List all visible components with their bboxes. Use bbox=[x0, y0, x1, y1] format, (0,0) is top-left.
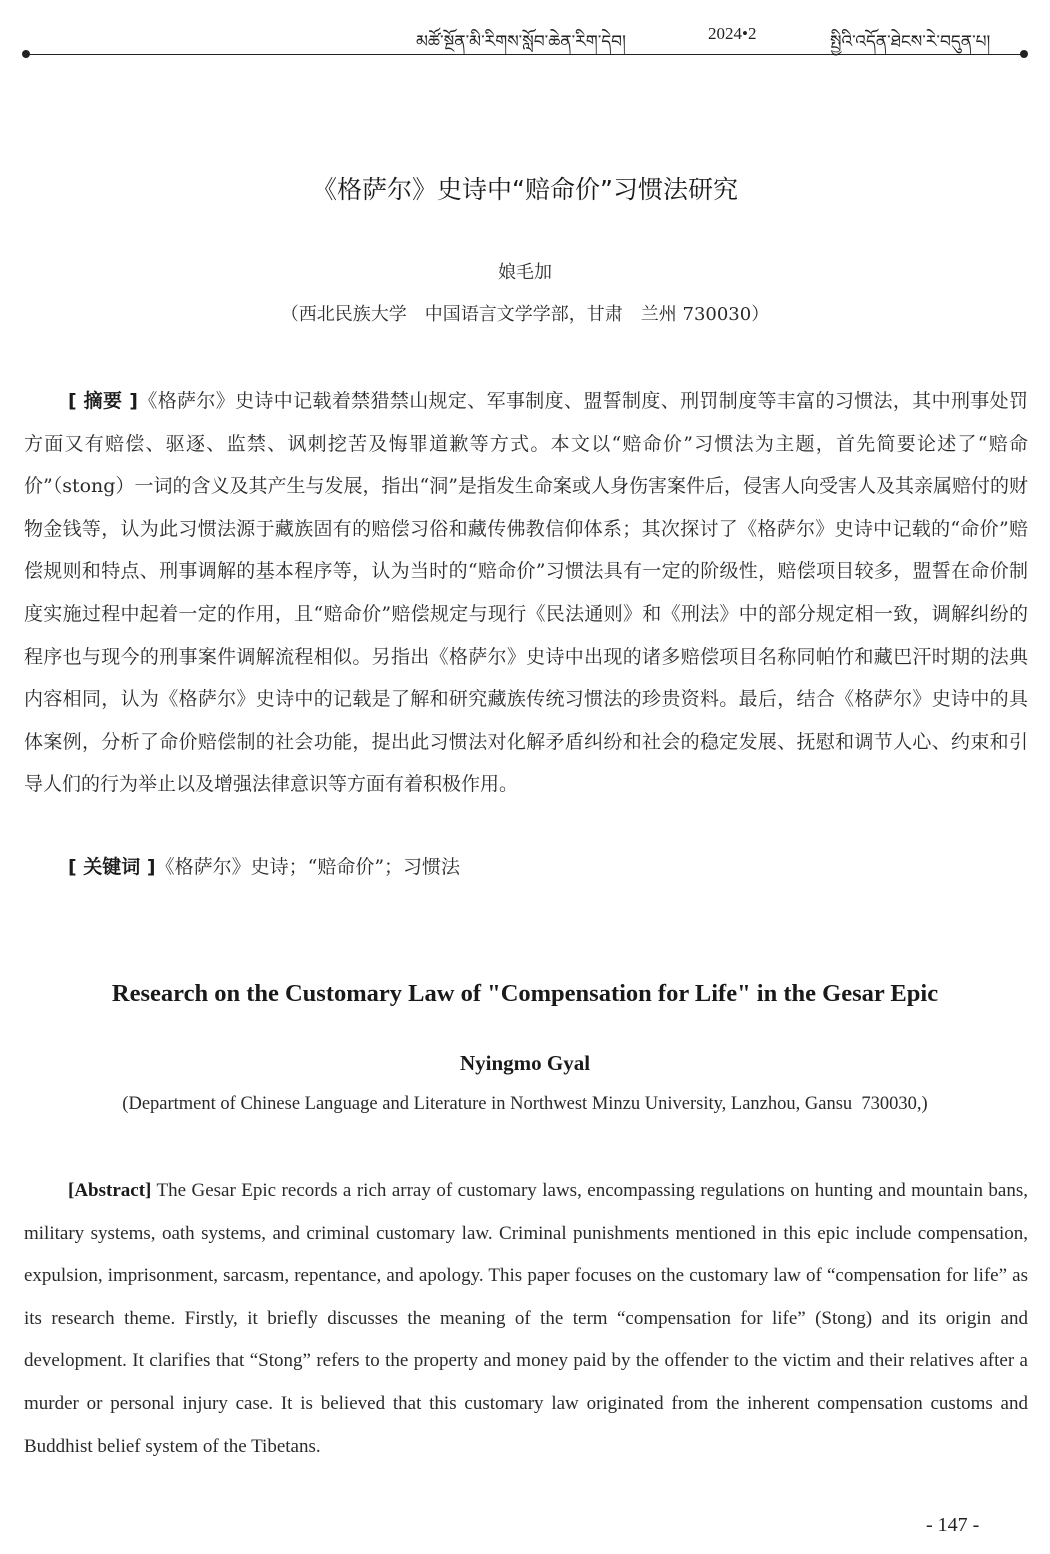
chinese-keywords-text: 《格萨尔》史诗；“赔命价”；习惯法 bbox=[155, 856, 461, 878]
chinese-author: 娘毛加 bbox=[498, 262, 552, 283]
chinese-keywords-label: [ 关键词 ] bbox=[68, 856, 156, 878]
chinese-keywords bbox=[24, 846, 1028, 888]
chinese-abstract-label: [ 摘要 ] bbox=[68, 390, 138, 412]
rule-right-dot bbox=[1020, 50, 1028, 58]
english-abstract bbox=[24, 1170, 1028, 1468]
english-affiliation: (Department of Chinese Language and Literature in Northwest Minzu University, Lanzhou, Gansu 730030,) bbox=[122, 1094, 928, 1114]
english-abstract-label: [Abstract] bbox=[68, 1180, 152, 1201]
header-rule bbox=[26, 54, 1024, 55]
english-author: Nyingmo Gyal bbox=[459, 1051, 591, 1075]
running-header bbox=[0, 0, 1050, 60]
journal-name-tibetan: མཚོ་སྔོན་མི་རིགས་སློབ་ཆེན་རིག་དེབ། bbox=[416, 32, 626, 52]
english-title: Research on the Customary Law of "Compensation for Life" in the Gesar Epic bbox=[111, 980, 939, 1007]
english-abstract-text: The Gesar Epic records a rich array of customary laws, encompassing regulations on hunting and mountain bans, military systems, oath systems, and criminal customary law. Criminal punishments mentioned in this epic include compensation, expulsion, imprisonment, sarcasm, repentance, and apology. This paper focuses on the customary law of “compensation for life” as its research theme. Firstly, it briefly discusses the meaning of the term “compensation for life” (Stong) and its origin and development. It clarifies that “Stong” refers to the property and money paid by the offender to the victim and their relatives after a murder or personal injury case. It is believed that this customary law originated from the inherent compensation customs and Buddhist belief system of the Tibetans. bbox=[24, 1180, 1028, 1457]
rule-left-dot bbox=[22, 50, 30, 58]
chinese-abstract-text: 《格萨尔》史诗中记载着禁猎禁山规定、军事制度、盟誓制度、刑罚制度等丰富的习惯法，其中刑事处罚方面又有赔偿、驱逐、监禁、讽刺挖苦及悔罪道歉等方式。本文以“赔命价”习惯法为主题，首先简要论述了“赔命价”（stong）一词的含义及其产生与发展，指出“洞”是指发生命案或人身伤害案件后，侵害人向受害人及其亲属赔付的财物金钱等，认为此习惯法源于藏族固有的赔偿习俗和藏传佛教信仰体系；其次探讨了《格萨尔》史诗中记载的“命价”赔偿规则和特点、刑事调解的基本程序等，认为当时的“赔命价”习惯法具有一定的阶级性，赔偿项目较多，盟誓在命价制度实施过程中起着一定的作用，且“赔命价”赔偿规定与现行《民法通则》和《刑法》中的部分规定相一致，调解纠纷的程序也与现今的刑事案件调解流程相似。另指出《格萨尔》史诗中出现的诸多赔偿项目名称同帕竹和藏巴汗时期的法典内容相同，认为《格萨尔》史诗中的记载是了解和研究藏族传统习惯法的珍贵资料。最后，结合《格萨尔》史诗中的具体案例，分析了命价赔偿制的社会功能，提出此习惯法对化解矛盾纠纷和社会的稳定发展、抚慰和调节人心、约束和引导人们的行为举止以及增强法律意识等方面有着积极作用。 bbox=[24, 390, 1028, 796]
chinese-affiliation: （西北民族大学 中国语言文学学部，甘肃 兰州 730030） bbox=[280, 304, 770, 325]
chinese-abstract bbox=[24, 380, 1028, 806]
page-number: - 147 - bbox=[926, 1514, 980, 1536]
issue-number: 2024•2 bbox=[708, 24, 757, 43]
total-issue-tibetan: སྤྱིའི་འདོན་ཐེངས་རེ་བདུན་པ། bbox=[830, 32, 991, 52]
chinese-title: 《格萨尔》史诗中“赔命价”习惯法研究 bbox=[312, 175, 738, 204]
